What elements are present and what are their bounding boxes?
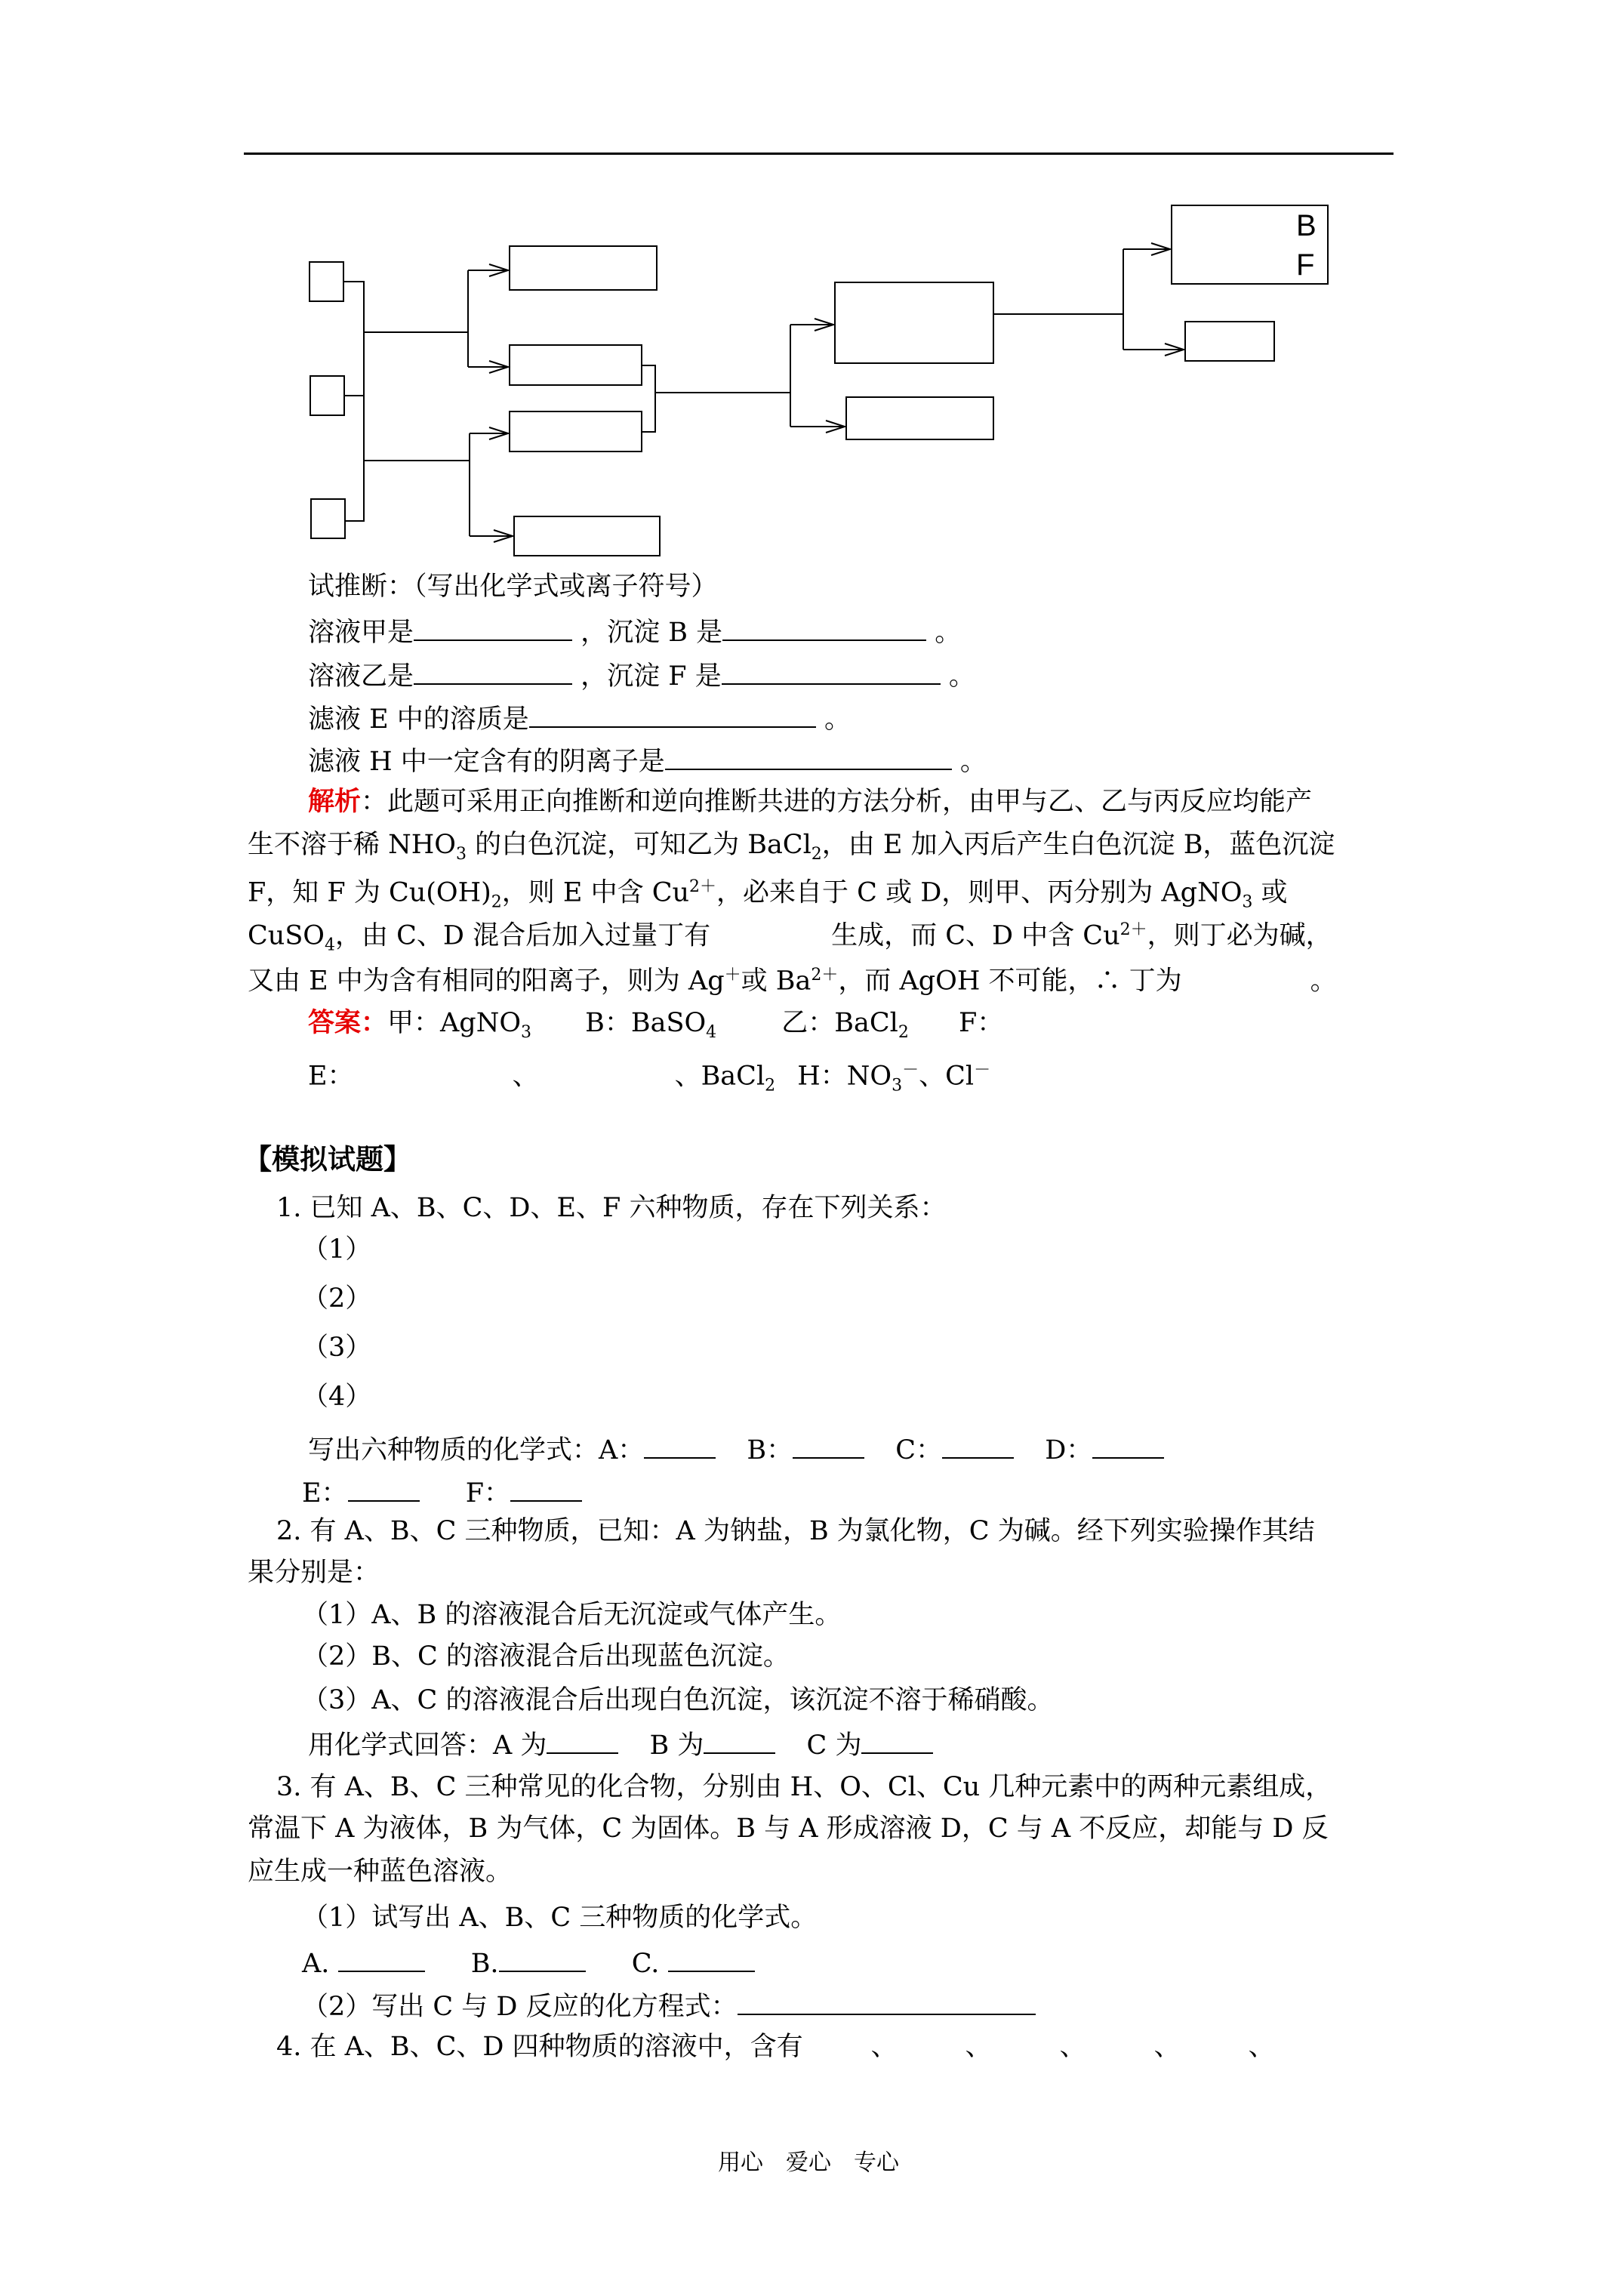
infer-line-3 (308, 701, 851, 736)
analysis-line-3: F，知 F 为 $Cu(OH)_2$，则 E 中含 $Cu^{2+}$，必来自于 C 或 D，则甲、丙分别为 AgNO$_3$ 或 (248, 877, 1288, 912)
page-footer: 用心 爱心 专心 (718, 2150, 899, 2176)
answer-label: 答案： (308, 1007, 388, 1038)
diagram-box-mid-1 (510, 246, 657, 290)
diagram-box-mid-2 (510, 345, 642, 385)
answer-blank-e[interactable] (529, 701, 816, 728)
q2-blank-c[interactable] (861, 1727, 933, 1754)
answer-blank-b[interactable] (722, 614, 926, 641)
q1-blank-a[interactable] (644, 1432, 716, 1459)
q1-item-1: （1） (302, 1234, 372, 1265)
diagram-box-mid-4 (514, 516, 660, 556)
infer-line-2 (308, 658, 975, 693)
q4-line-1: 4. 在 A、B、C、D 四种物质的溶液中，含有 、 、 、 、 、 (276, 2032, 1275, 2062)
q2-blank-a[interactable] (547, 1727, 618, 1754)
q1-blank-f[interactable] (510, 1475, 582, 1502)
diagram-label-f: F (1296, 248, 1315, 282)
q1-item-3: （3） (302, 1333, 372, 1363)
diagram-box-b (846, 397, 993, 439)
diagram-label-b: B (1296, 209, 1317, 242)
q3-line-3: 应生成一种蓝色溶液。 (248, 1857, 513, 1887)
q3-blank-equation[interactable] (738, 1988, 1036, 2015)
q3-line-1: 3. 有 A、B、C 三种常见的化合物，分别由 H、O、Cl、Cu 几种元素中的两种元素组成， (276, 1772, 1332, 1802)
infer-e-label: 滤液 E 中的溶质是 (308, 704, 529, 735)
q3-blank-c[interactable] (668, 1945, 755, 1972)
infer-yi-label: 溶液乙是 (308, 661, 414, 692)
q1-write-line: 写出六种物质的化学式：A： B： C： D： (308, 1432, 1164, 1467)
infer-jia-label: 溶液甲是 (308, 618, 414, 648)
q2-blank-b[interactable] (704, 1727, 775, 1754)
flow-diagram (0, 0, 1623, 574)
q3-line-2: 常温下 A 为液体，B 为气体，C 为固体。B 与 A 形成溶液 D，C 与 A 不反应，却能与 D 反 (248, 1814, 1329, 1844)
q3-step-1: （1）试写出 A、B、C 三种物质的化学式。 (302, 1903, 818, 1933)
diagram-box-h (1185, 322, 1274, 361)
q2-step-3: （3）A、C 的溶液混合后出现白色沉淀，该沉淀不溶于稀硝酸。 (302, 1685, 1054, 1715)
q2-step-1: （1）A、B 的溶液混合后无沉淀或气体产生。 (302, 1600, 842, 1630)
q2-step-2: （2）B、C 的溶液混合后出现蓝色沉淀。 (302, 1641, 790, 1672)
infer-prompt: 试推断：（写出化学式或离子符号） (308, 572, 718, 602)
answer-blank-yi[interactable] (414, 658, 572, 685)
section-title: 【模拟试题】 (244, 1142, 411, 1176)
answer-blank-h[interactable] (665, 743, 952, 770)
answer-line-1: 答案：甲：AgNO$_3$ B：BaSO$_4$ 乙：BaCl$_2$ F： (308, 1007, 1004, 1042)
q2-line-1: 2. 有 A、B、C 三种物质，已知：A 为钠盐，B 为氯化物，C 为碱。经下列实验操作其结 (276, 1516, 1315, 1546)
infer-b-label: ，沉淀 B 是 (581, 618, 723, 648)
infer-line-4 (308, 743, 987, 778)
analysis-line-2: 生不溶于稀 $NHO_3$ 的白色沉淀，可知乙为 BaCl$_2$，由 E 加入丙后产生白色沉淀 B，蓝色沉淀 (248, 830, 1335, 864)
period: 。 (959, 747, 987, 777)
answer-blank-jia[interactable] (414, 614, 572, 641)
analysis-line-4: CuSO$_4$，由 C、D 混合后加入过量丁有 生成，而 C、D 中含 $Cu^{2+}$，则丁必为碱， (248, 920, 1332, 955)
diagram-box-e (835, 282, 993, 363)
period: 。 (935, 618, 962, 648)
q1-write-line-2: E： F： (302, 1475, 582, 1510)
q3-step-2: （2）写出 C 与 D 反应的化方程式： (302, 1988, 1036, 2023)
q1-item-2: （2） (302, 1284, 372, 1314)
answer-line-2: E： 、 、BaCl$_2$ H：$NO_3^-$、Cl－ (308, 1061, 991, 1096)
diagram-box-left-3 (311, 499, 345, 538)
infer-line-1 (308, 614, 961, 649)
analysis-line-1: 解析：此题可采用正向推断和逆向推断共进的方法分析，由甲与乙、乙与丙反应均能产 (308, 786, 1313, 817)
diagram-box-mid-3 (510, 411, 642, 451)
diagram-box-left-1 (310, 262, 343, 301)
q2-answer-line: 用化学式回答：A 为 B 为 C 为 (308, 1727, 933, 1762)
q1-blank-b[interactable] (793, 1432, 864, 1459)
q1-item-4: （4） (302, 1382, 372, 1412)
analysis-line-5: 又由 E 中为含有相同的阳离子，则为 Ag＋或 $Ba^{2+}$，而 AgOH 不可能，∴ 丁为 。 (248, 966, 1337, 997)
period: 。 (824, 704, 851, 735)
diagram-box-left-2 (310, 376, 344, 415)
infer-f-label: ，沉淀 F 是 (581, 661, 722, 692)
q3-blank-b[interactable] (499, 1945, 586, 1972)
q1-blank-e[interactable] (348, 1475, 420, 1502)
answer-blank-f[interactable] (722, 658, 941, 685)
infer-h-label: 滤液 H 中一定含有的阴离子是 (308, 747, 665, 777)
q1-blank-d[interactable] (1092, 1432, 1164, 1459)
q1-blank-c[interactable] (942, 1432, 1014, 1459)
period: 。 (948, 661, 975, 692)
q3-answer-line: A. B. C. (302, 1945, 755, 1980)
q2-line-2: 果分别是： (248, 1558, 380, 1588)
q3-blank-a[interactable] (338, 1945, 425, 1972)
analysis-label: 解析 (308, 786, 362, 817)
q1-stem: 1. 已知 A、B、C、D、E、F 六种物质，存在下列关系： (276, 1193, 947, 1223)
